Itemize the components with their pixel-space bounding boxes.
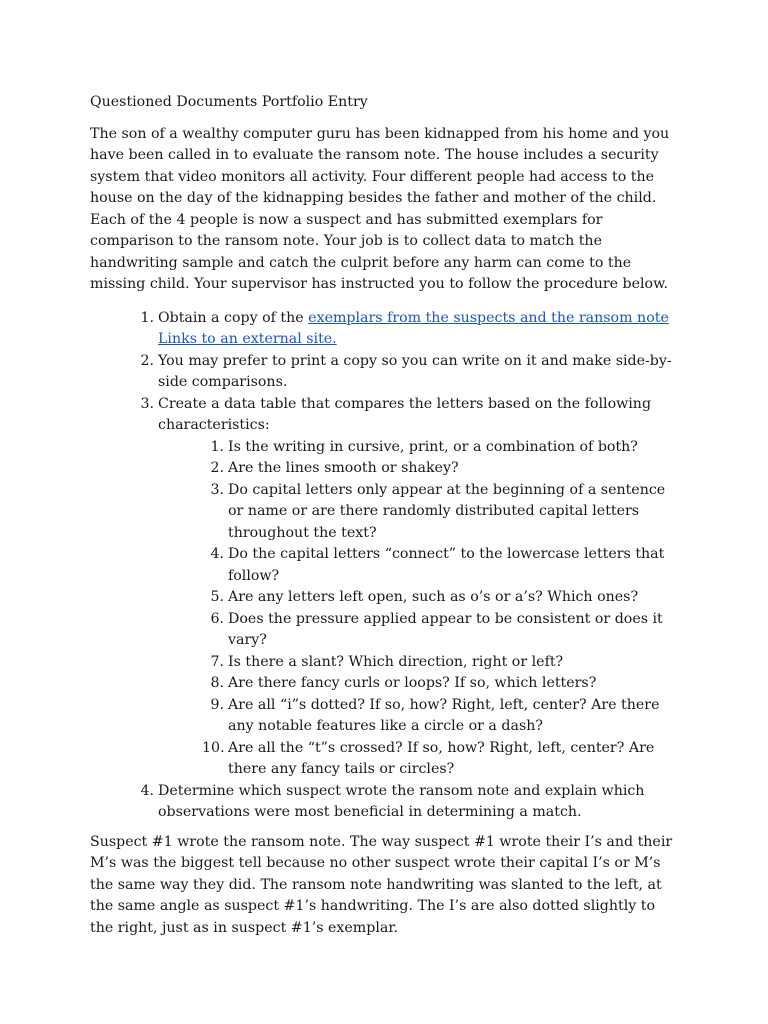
procedure-step-4 (158, 781, 680, 824)
document-title: Questioned Documents Portfolio Entry (90, 94, 368, 110)
characteristic-item: Does the pressure applied appear to be consistent or does it vary? (228, 610, 663, 648)
step-1-text: Obtain a copy of the (158, 309, 309, 326)
characteristic-item: Are the lines smooth or shakey? (228, 460, 459, 476)
procedure-step-3 (158, 394, 680, 781)
conclusion-paragraph: Suspect #1 wrote the ransom note. The way suspect #1 wrote their I’s and their M’s was the biggest tell because no other suspect wrote their capital I’s or M’s the same way they did. The ransom note handwriting was slanted to the left, at the same angle as suspect #1’s handwriting. The I’s are also dotted slightly to the right, just as in suspect #1’s exemplar. (90, 833, 673, 936)
step-2-text: You may prefer to print a copy so you can write on it and make side-by-side comparisons. (158, 352, 672, 390)
characteristic-item: Is there a slant? Which direction, right or left? (228, 653, 564, 670)
procedure-step-2 (158, 351, 680, 394)
procedure-list (158, 308, 680, 824)
characteristic-item: Do the capital letters “connect” to the lowercase letters that follow? (228, 546, 665, 584)
characteristic-item: Are there fancy curls or loops? If so, which letters? (228, 675, 597, 691)
intro-paragraph: The son of a wealthy computer guru has been kidnapped from his home and you have been called in to evaluate the ransom note. The house includes a security system that video monitors all activity. Four different people had access to the house on the day of the kidnapping besides the father and mother of the child. Each of the 4 people is now a suspect and has submitted exemplars for comparison to the ransom note. Your job is to collect data to match the handwriting sample and catch the culprit before any harm can come to the missing child. Your supervisor has instructed you to follow the procedure below. (90, 125, 670, 292)
characteristic-item: Are all the “t”s crossed? If so, how? Right, left, center? Are there any fancy tails or circles? (228, 739, 655, 777)
characteristic-item: Do capital letters only appear at the beginning of a sentence or name or are there randomly distributed capital letters throughout the text? (228, 481, 666, 541)
step-4-text: Determine which suspect wrote the ransom note and explain which observations were most beneficial in determining a match. (158, 782, 645, 820)
exemplars-link[interactable]: exemplars from the suspects and the ransom note Links to an external site. (158, 309, 669, 347)
characteristics-list (228, 437, 680, 781)
characteristic-item: Is the writing in cursive, print, or a combination of both? (228, 438, 638, 455)
characteristic-item: Are all “i”s dotted? If so, how? Right, left, center? Are there any notable features like a circle or a dash? (228, 696, 660, 734)
step-3-text: Create a data table that compares the letters based on the following characteristics: (158, 395, 652, 433)
characteristic-item: Are any letters left open, such as o’s or a’s? Which ones? (228, 589, 639, 605)
procedure-step-1 (158, 308, 680, 351)
